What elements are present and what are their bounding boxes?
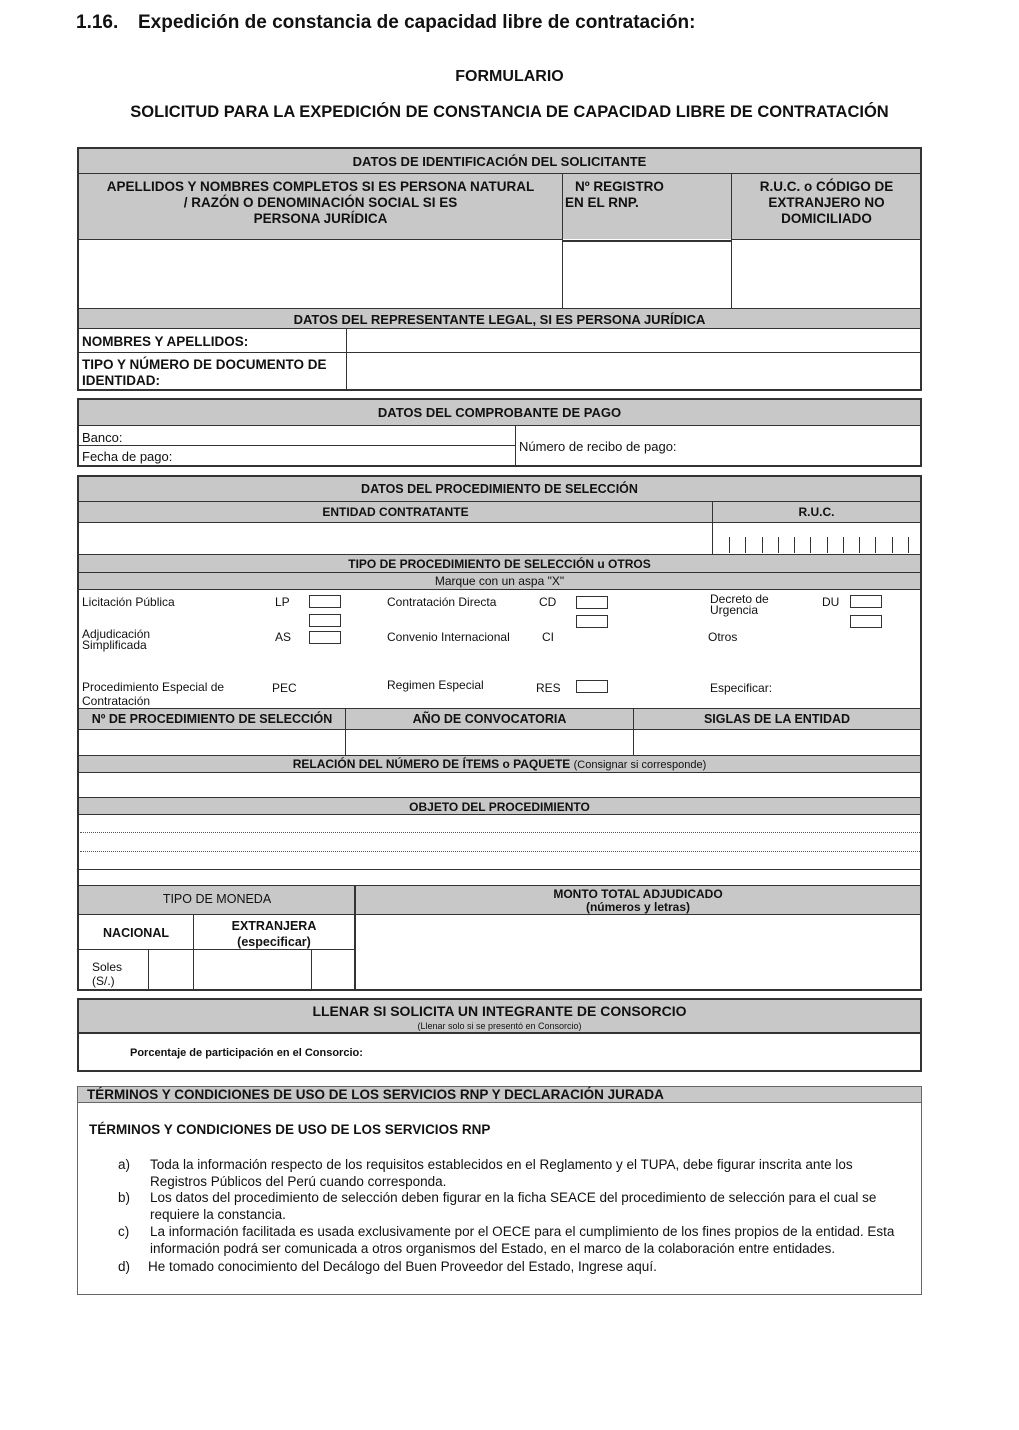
especificar-label: Especificar: — [710, 681, 773, 695]
extranjera-line1: EXTRANJERA — [231, 919, 317, 933]
convenio-label: Convenio Internacional — [387, 630, 510, 644]
col-name-line2: / RAZÓN O DENOMINACIÓN SOCIAL SI ES — [183, 195, 458, 210]
relacion-header — [79, 755, 920, 773]
extranjera-line2: (especificar) — [237, 935, 311, 949]
col-rnp-line1: Nº REGISTRO — [575, 179, 664, 194]
solicitante-col-ruc — [733, 179, 920, 227]
as-code: AS — [275, 630, 292, 644]
ruc-header: R.U.C. — [713, 502, 920, 523]
solicitante-col-rnp — [565, 179, 725, 211]
terminos-subtitle: TÉRMINOS Y CONDICIONES DE USO DE LOS SERVICIOS RNP — [89, 1122, 491, 1137]
ruc-digit-boxes[interactable] — [729, 537, 909, 553]
consorcio-header: LLENAR SI SOLICITA UN INTEGRANTE DE CONSORCIO — [312, 1003, 687, 1019]
decreto-line1: Decreto de — [710, 592, 769, 606]
anio-input[interactable] — [348, 732, 631, 754]
decreto-line2: Urgencia — [710, 603, 759, 617]
relacion-title: RELACIÓN DEL NÚMERO DE ÍTEMS o PAQUETE — [292, 757, 571, 771]
otros-label: Otros — [708, 630, 738, 644]
contratacion-directa-label: Contratación Directa — [387, 595, 497, 609]
monto-header — [356, 888, 920, 914]
monto-line1: MONTO TOTAL ADJUDICADO — [553, 887, 723, 901]
siglas-input[interactable] — [636, 732, 918, 754]
cd-code: CD — [539, 595, 557, 609]
cd-checkbox[interactable] — [576, 596, 608, 609]
entidad-input[interactable] — [81, 525, 709, 553]
lp-checkbox[interactable] — [309, 595, 341, 608]
pago-banco-label: Banco: — [82, 430, 123, 445]
consorcio-note: (Llenar solo si se presentó en Consorcio) — [417, 1021, 582, 1031]
n-proc-input[interactable] — [81, 732, 343, 754]
pec-code: PEC — [272, 681, 297, 695]
pago-banco-input[interactable] — [139, 427, 509, 444]
representante-nombres-label: NOMBRES Y APELLIDOS: — [82, 334, 249, 349]
solicitante-ruc-input[interactable] — [734, 242, 918, 306]
tipo-header: TIPO DE PROCEDIMIENTO DE SELECCIÓN u OTROS — [79, 554, 920, 573]
term-text[interactable]: He tomado conocimiento del Decálogo del Buen Proveedor del Estado, Ingrese aquí. — [148, 1259, 657, 1274]
tipo-moneda-header: TIPO DE MONEDA — [162, 892, 272, 906]
pago-header: DATOS DEL COMPROBANTE DE PAGO — [79, 400, 920, 426]
objeto-header: OBJETO DEL PROCEDIMIENTO — [79, 797, 920, 815]
extranjera-label — [194, 918, 354, 950]
licitacion-label: Licitación Pública — [82, 595, 175, 609]
doc-label-line2: IDENTIDAD: — [82, 373, 160, 388]
procedimiento-header: DATOS DEL PROCEDIMIENTO DE SELECCIÓN — [79, 477, 920, 502]
relacion-input[interactable] — [81, 774, 918, 796]
du-checkbox[interactable] — [850, 595, 882, 608]
decreto-label — [710, 594, 769, 616]
soles-line2: (S/.) — [92, 974, 115, 988]
solicitante-rnp-input[interactable] — [565, 244, 729, 306]
monto-input[interactable] — [358, 917, 918, 988]
col-ruc-line1: R.U.C. o CÓDIGO DE — [759, 179, 894, 194]
consorcio-block — [77, 998, 922, 1072]
res-checkbox[interactable] — [576, 680, 608, 693]
soles-line1: Soles — [92, 960, 123, 974]
du-code: DU — [822, 595, 840, 609]
term-text: Los datos del procedimiento de selección deben figurar en la ficha SEACE del procedimiento de selección para el cual se requiere la constancia. — [150, 1190, 877, 1222]
pago-fecha-label: Fecha de pago: — [82, 449, 173, 464]
representante-nombres-input[interactable] — [349, 331, 917, 351]
term-text: La información facilitada es usada exclusivamente por el OECE para el cumplimiento de los fines propios de la entidad. Esta información podrá ser comunicada a otros organismos del Estado, en el marco de la colaboración entre entidades. — [150, 1224, 895, 1256]
adjudicacion-line1: Adjudicación — [82, 627, 151, 641]
especificar-input[interactable] — [779, 677, 915, 707]
monto-line2: (números y letras) — [585, 900, 691, 914]
term-key: a) — [118, 1157, 131, 1172]
pago-recibo-input[interactable] — [694, 427, 916, 464]
solicitante-block — [77, 147, 922, 391]
siglas-header: SIGLAS DE LA ENTIDAD — [703, 712, 851, 726]
col-rnp-line2: EN EL RNP. — [565, 195, 639, 210]
col-name-line1: APELLIDOS Y NOMBRES COMPLETOS SI ES PERSONA NATURAL — [106, 179, 535, 194]
solicitante-name-input[interactable] — [81, 242, 559, 306]
regimen-label: Regimen Especial — [387, 678, 484, 692]
ci-checkbox[interactable] — [576, 615, 608, 628]
nacional-label: NACIONAL — [103, 926, 169, 940]
ci-code: CI — [542, 630, 554, 644]
pec-line2: Contratación — [82, 694, 151, 708]
term-text: Toda la información respecto de los requisitos establecidos en el Reglamento y el TUPA, debe figurar inscrita ante los Registros Públicos del Perú cuando corresponda. — [150, 1157, 853, 1189]
extra-checkbox[interactable] — [309, 614, 341, 627]
pago-fecha-input[interactable] — [189, 447, 509, 464]
anio-header: AÑO DE CONVOCATORIA — [412, 712, 567, 726]
section-title-text: Expedición de constancia de capacidad libre de contratación: — [138, 12, 696, 33]
objeto-input[interactable] — [81, 817, 918, 887]
adjudicacion-line2: Simplificada — [82, 638, 147, 652]
soles-label — [92, 960, 122, 988]
pec-line1: Procedimiento Especial de — [82, 680, 225, 694]
porcentaje-label: Porcentaje de participación en el Consorcio: — [130, 1047, 363, 1059]
pec-label — [82, 680, 224, 708]
col-ruc-line2: EXTRANJERO NO — [768, 195, 885, 210]
col-ruc-line3: DOMICILIADO — [781, 211, 872, 226]
term-key: c) — [118, 1224, 130, 1239]
terminos-header: TÉRMINOS Y CONDICIONES DE USO DE LOS SERVICIOS RNP Y DECLARACIÓN JURADA — [87, 1087, 664, 1102]
n-proc-header: Nº DE PROCEDIMIENTO DE SELECCIÓN — [91, 712, 333, 726]
pago-recibo-label: Número de recibo de pago: — [519, 439, 677, 454]
col-name-line3: PERSONA JURÍDICA — [253, 211, 388, 226]
adjudicacion-label — [82, 629, 150, 651]
entidad-header: ENTIDAD CONTRATANTE — [79, 502, 712, 523]
extranjera-amount-input[interactable] — [313, 951, 353, 988]
otros-checkbox[interactable] — [850, 615, 882, 628]
term-key: b) — [118, 1190, 131, 1205]
representante-doc-label — [82, 357, 327, 389]
section-title — [76, 12, 696, 34]
representante-header: DATOS DEL REPRESENTANTE LEGAL, SI ES PERSONA JURÍDICA — [79, 308, 920, 329]
doc-label-line1: TIPO Y NÚMERO DE DOCUMENTO DE — [82, 357, 327, 372]
representante-doc-input[interactable] — [349, 354, 917, 388]
solicitante-col-name — [79, 179, 562, 227]
form-title: SOLICITUD PARA LA EXPEDICIÓN DE CONSTANCIA DE CAPACIDAD LIBRE DE CONTRATACIÓN — [130, 103, 889, 121]
section-number: 1.16. — [76, 12, 119, 33]
res-code: RES — [536, 681, 561, 695]
pago-block — [77, 398, 922, 467]
soles-input[interactable] — [150, 951, 192, 988]
solicitante-header: DATOS DE IDENTIFICACIÓN DEL SOLICITANTE — [79, 149, 920, 174]
term-key: d) — [118, 1259, 131, 1274]
lp-code: LP — [275, 595, 290, 609]
extranjera-spec-input[interactable] — [195, 951, 310, 988]
relacion-note: (Consignar si corresponde) — [573, 759, 707, 771]
as-checkbox[interactable] — [309, 631, 341, 644]
marque-note: Marque con un aspa "X" — [79, 573, 920, 590]
porcentaje-input[interactable] — [379, 1040, 914, 1068]
form-label: FORMULARIO — [455, 68, 564, 85]
